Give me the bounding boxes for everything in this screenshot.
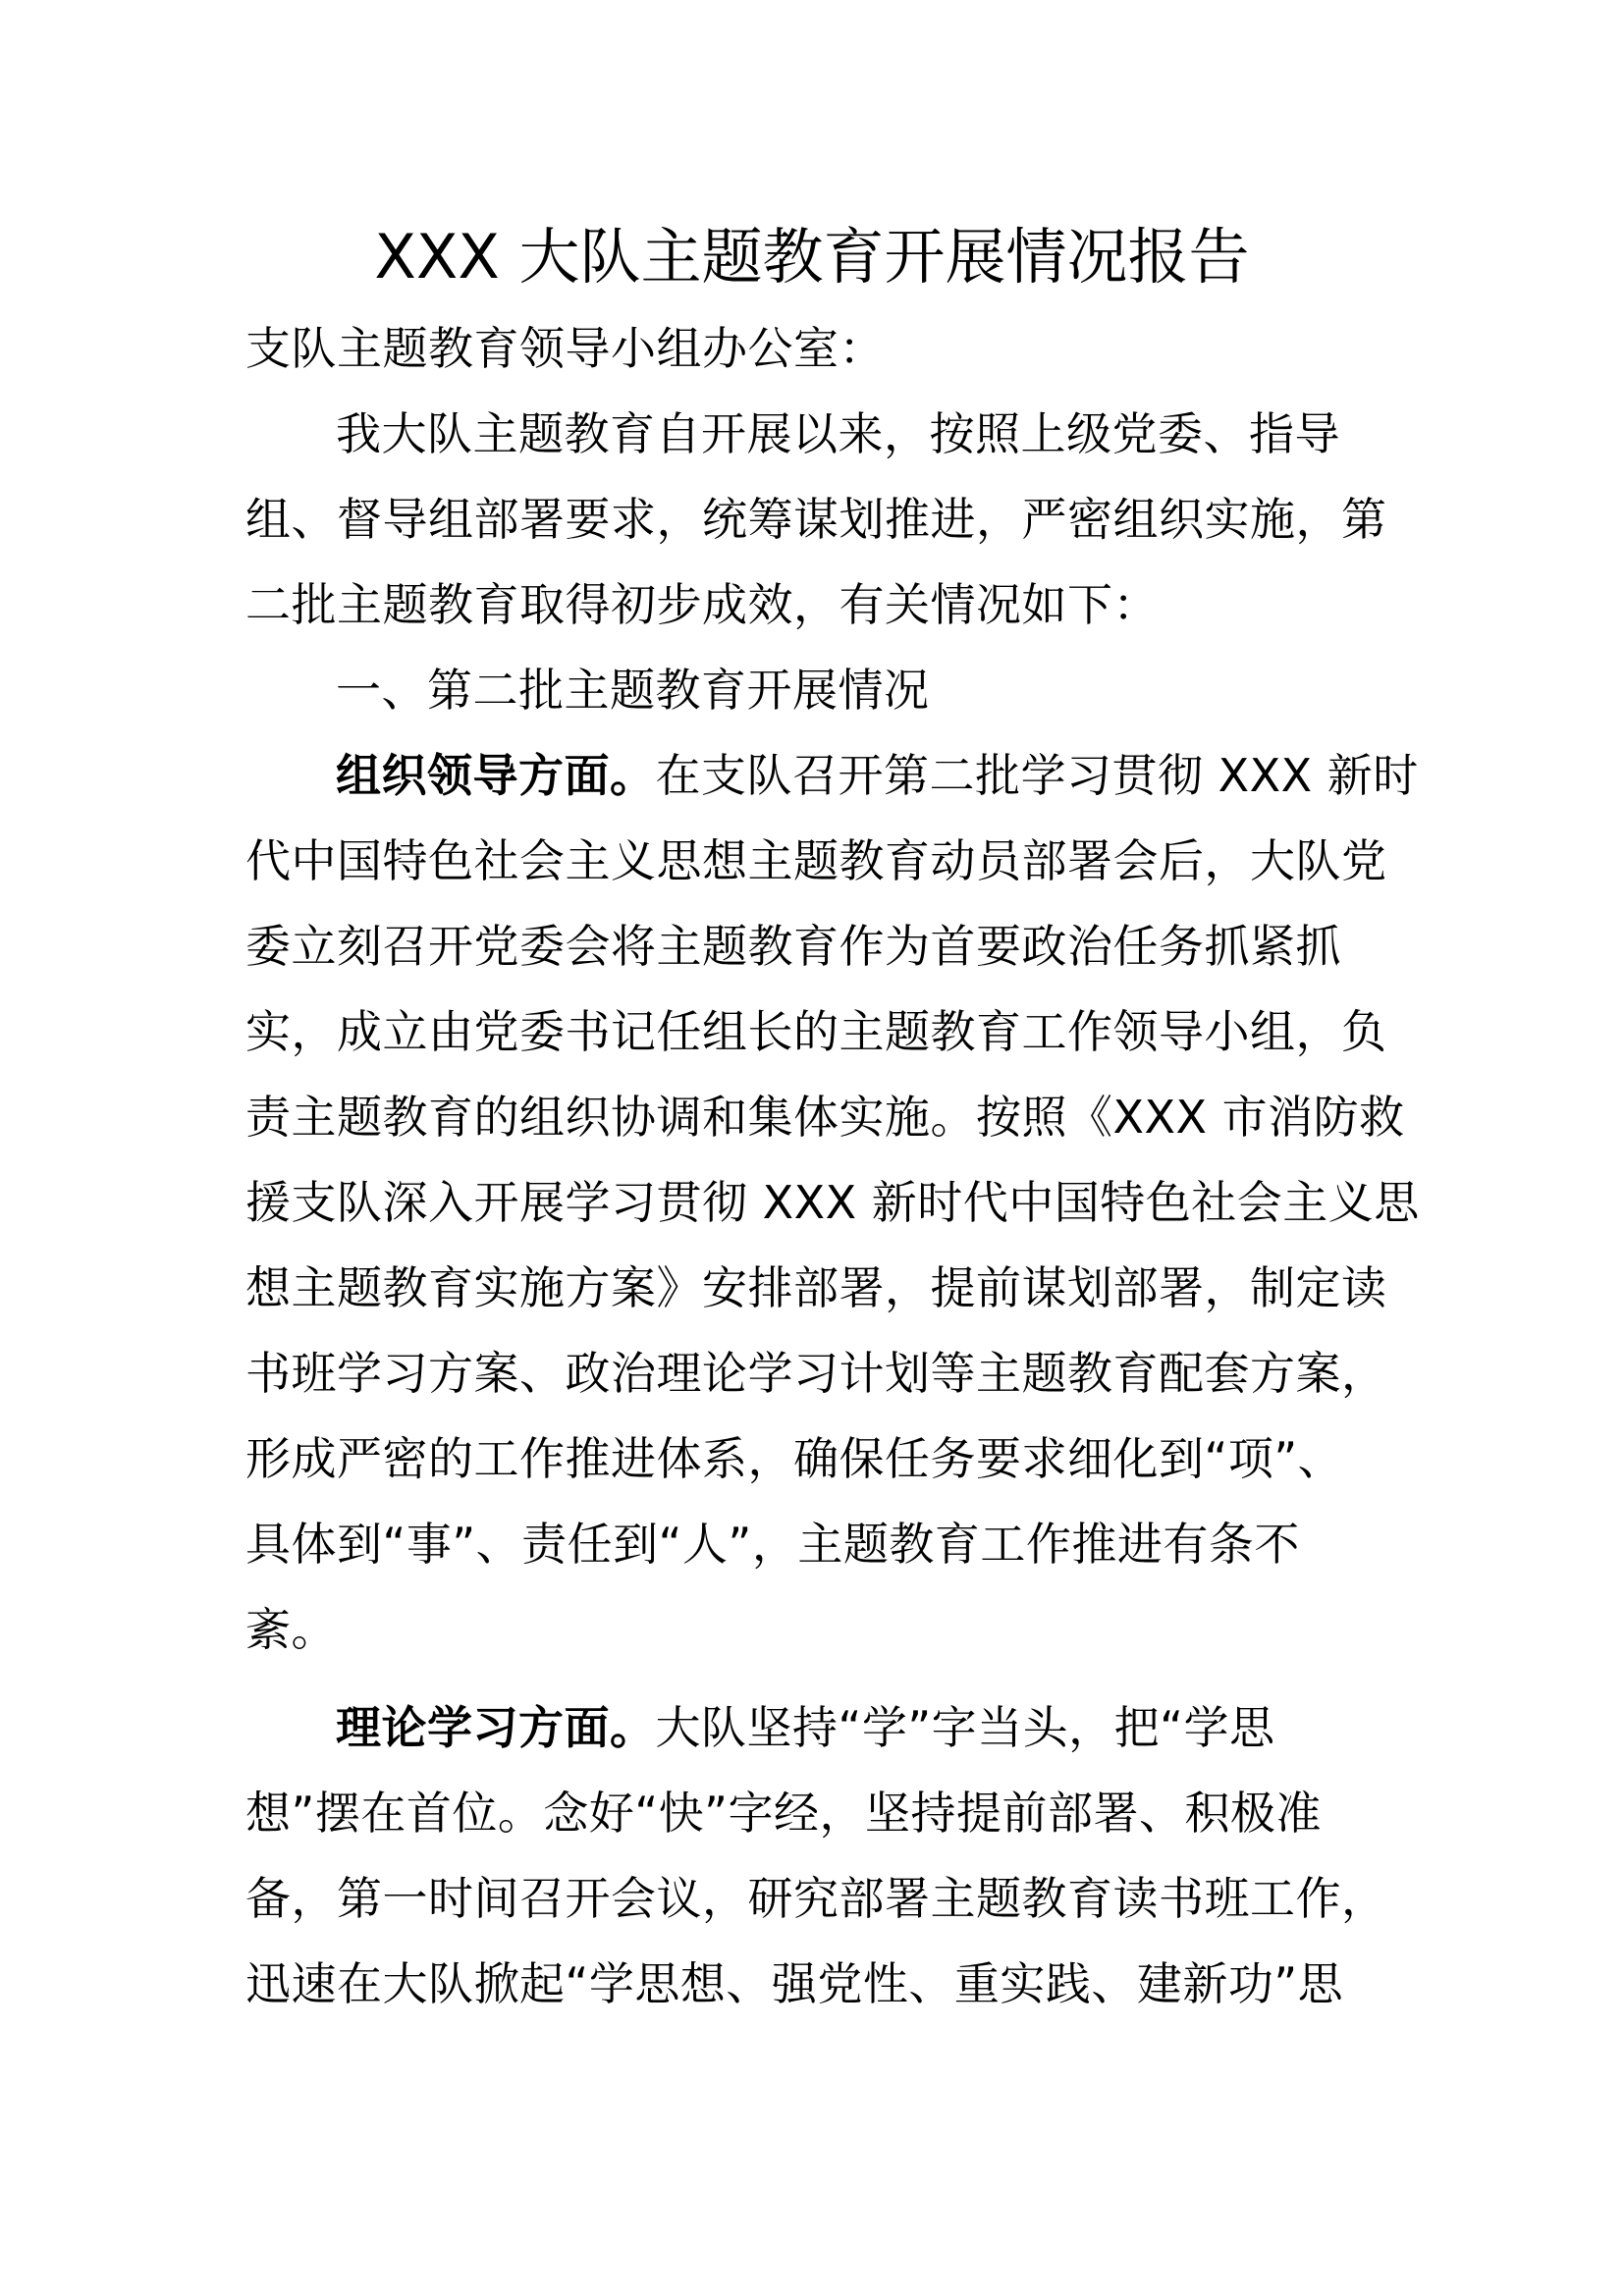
org-line: 援支队深入开展学习贯彻 XXX 新时代中国特色社会主义思 <box>245 1176 1420 1229</box>
org-line: 书班学习方案、政治理论学习计划等主题教育配套方案， <box>245 1347 1387 1400</box>
intro-line-3: 二批主题教育取得初步成效，有关情况如下： <box>245 578 1159 631</box>
org-line: 具体到“事”、责任到“人”，主题教育工作推进有条不 <box>245 1518 1300 1571</box>
section-heading: 一、第二批主题教育开展情况 <box>336 664 930 717</box>
org-lead: 组织领导方面。 <box>336 749 656 802</box>
theory-lead: 理论学习方面。 <box>336 1701 656 1754</box>
intro-line-2: 组、督导组部署要求，统筹谋划推进，严密组织实施，第 <box>245 493 1387 546</box>
theory-first-line-text: 大队坚持“学”字当头，把“学思 <box>655 1701 1275 1754</box>
document-title: XXX 大队主题教育开展情况报告 <box>374 221 1250 293</box>
theory-paragraph-first-line <box>336 1698 1275 1757</box>
theory-line: 想”摆在首位。念好“快”字经，坚持提前部署、积极准 <box>245 1787 1322 1840</box>
theory-line: 迅速在大队掀起“学思想、强党性、重实践、建新功”思 <box>245 1957 1344 2010</box>
org-line: 形成严密的工作推进体系，确保任务要求细化到“项”、 <box>245 1432 1344 1485</box>
intro-line-1: 我大队主题教育自开展以来，按照上级党委、指导 <box>336 407 1340 460</box>
org-line: 想主题教育实施方案》安排部署，提前谋划部署，制定读 <box>245 1261 1387 1314</box>
org-first-line-text: 在支队召开第二批学习贯彻 XXX 新时 <box>655 749 1419 802</box>
org-line: 责主题教育的组织协调和集体实施。按照《XXX 市消防救 <box>245 1091 1405 1144</box>
org-line: 代中国特色社会主义思想主题教育动员部署会后，大队党 <box>245 834 1387 887</box>
org-line: 实，成立由党委书记任组长的主题教育工作领导小组，负 <box>245 1005 1387 1058</box>
theory-line: 备，第一时间召开会议，研究部署主题教育读书班工作， <box>245 1872 1387 1925</box>
org-line: 委立刻召开党委会将主题教育作为首要政治任务抓紧抓 <box>245 920 1341 973</box>
org-line: 紊。 <box>245 1603 337 1656</box>
org-paragraph-first-line <box>336 746 1419 805</box>
salutation: 支队主题教育领导小组办公室： <box>245 322 885 375</box>
